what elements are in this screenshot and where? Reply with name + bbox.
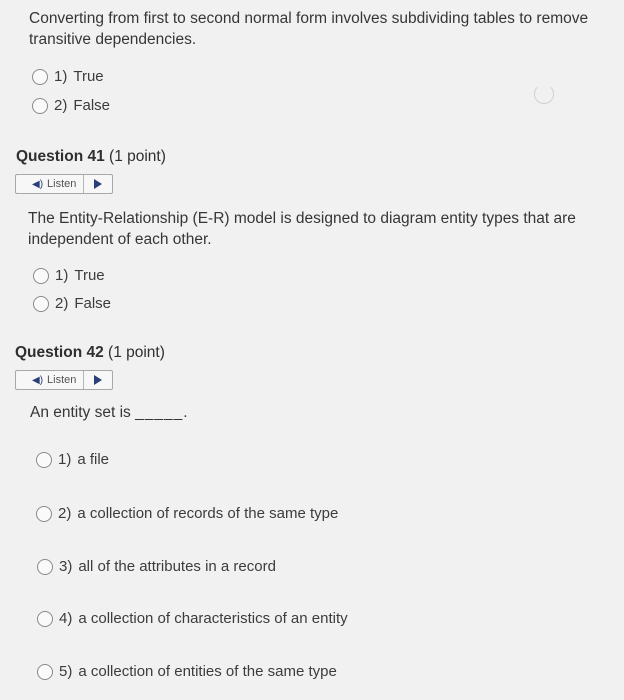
radio-button[interactable]	[36, 452, 52, 468]
radio-button[interactable]	[32, 69, 48, 85]
option-number: 1)	[58, 451, 72, 468]
option-label: a file	[77, 451, 110, 468]
option-label: True	[73, 68, 104, 85]
radio-button[interactable]	[37, 559, 53, 575]
option-label: all of the attributes in a record	[78, 558, 276, 575]
option-label: True	[74, 267, 105, 284]
option-1[interactable]	[36, 451, 109, 468]
option-5[interactable]	[37, 663, 337, 680]
speaker-icon: ◀)	[32, 178, 44, 190]
reload-icon	[534, 84, 554, 104]
option-number: 1)	[54, 68, 68, 85]
play-icon	[94, 179, 102, 189]
option-4[interactable]	[37, 610, 348, 627]
option-label: a collection of characteristics of an entity	[78, 610, 348, 627]
option-number: 3)	[59, 558, 73, 575]
play-button[interactable]	[84, 175, 112, 193]
question-text: Converting from first to second normal form involves subdividing tables to remove transitive dependencies.	[29, 10, 589, 48]
option-false[interactable]	[33, 295, 111, 312]
question-41	[28, 208, 588, 250]
listen-label: Listen	[47, 374, 77, 386]
option-true[interactable]	[32, 68, 104, 85]
radio-button[interactable]	[37, 664, 53, 680]
radio-button[interactable]	[33, 268, 49, 284]
question-title: Question 41	[16, 148, 105, 165]
question-text	[30, 402, 590, 423]
option-number: 2)	[58, 505, 72, 522]
play-button[interactable]	[84, 371, 112, 389]
radio-button[interactable]	[32, 98, 48, 114]
option-number: 5)	[59, 663, 73, 680]
question-text: The Entity-Relationship (E-R) model is designed to diagram entity types that are independent of each other.	[28, 210, 576, 248]
option-label: a collection of records of the same type	[77, 505, 339, 522]
option-number: 4)	[59, 610, 73, 627]
question-points: (1 point)	[108, 344, 165, 361]
listen-control[interactable]	[15, 370, 113, 390]
option-false[interactable]	[32, 97, 110, 114]
option-label: a collection of entities of the same type	[78, 663, 337, 680]
listen-control[interactable]	[15, 174, 113, 194]
question-40	[29, 8, 609, 50]
option-true[interactable]	[33, 267, 105, 284]
listen-label: Listen	[47, 178, 77, 190]
option-label: False	[73, 97, 111, 114]
question-42	[30, 402, 590, 423]
radio-button[interactable]	[36, 506, 52, 522]
option-label: False	[74, 295, 112, 312]
option-3[interactable]	[37, 558, 276, 575]
listen-button[interactable]	[16, 371, 84, 389]
option-number: 2)	[55, 295, 69, 312]
play-icon	[94, 375, 102, 385]
question-points: (1 point)	[109, 148, 166, 165]
speaker-icon: ◀)	[32, 374, 44, 386]
question-41-header	[16, 148, 166, 166]
option-2[interactable]	[36, 505, 338, 522]
answer-blank: _____.	[135, 404, 189, 421]
listen-button[interactable]	[16, 175, 84, 193]
option-number: 1)	[55, 267, 69, 284]
question-stem: An entity set is	[30, 404, 131, 421]
question-42-header	[15, 344, 165, 362]
question-title: Question 42	[15, 344, 104, 361]
option-number: 2)	[54, 97, 68, 114]
radio-button[interactable]	[37, 611, 53, 627]
radio-button[interactable]	[33, 296, 49, 312]
